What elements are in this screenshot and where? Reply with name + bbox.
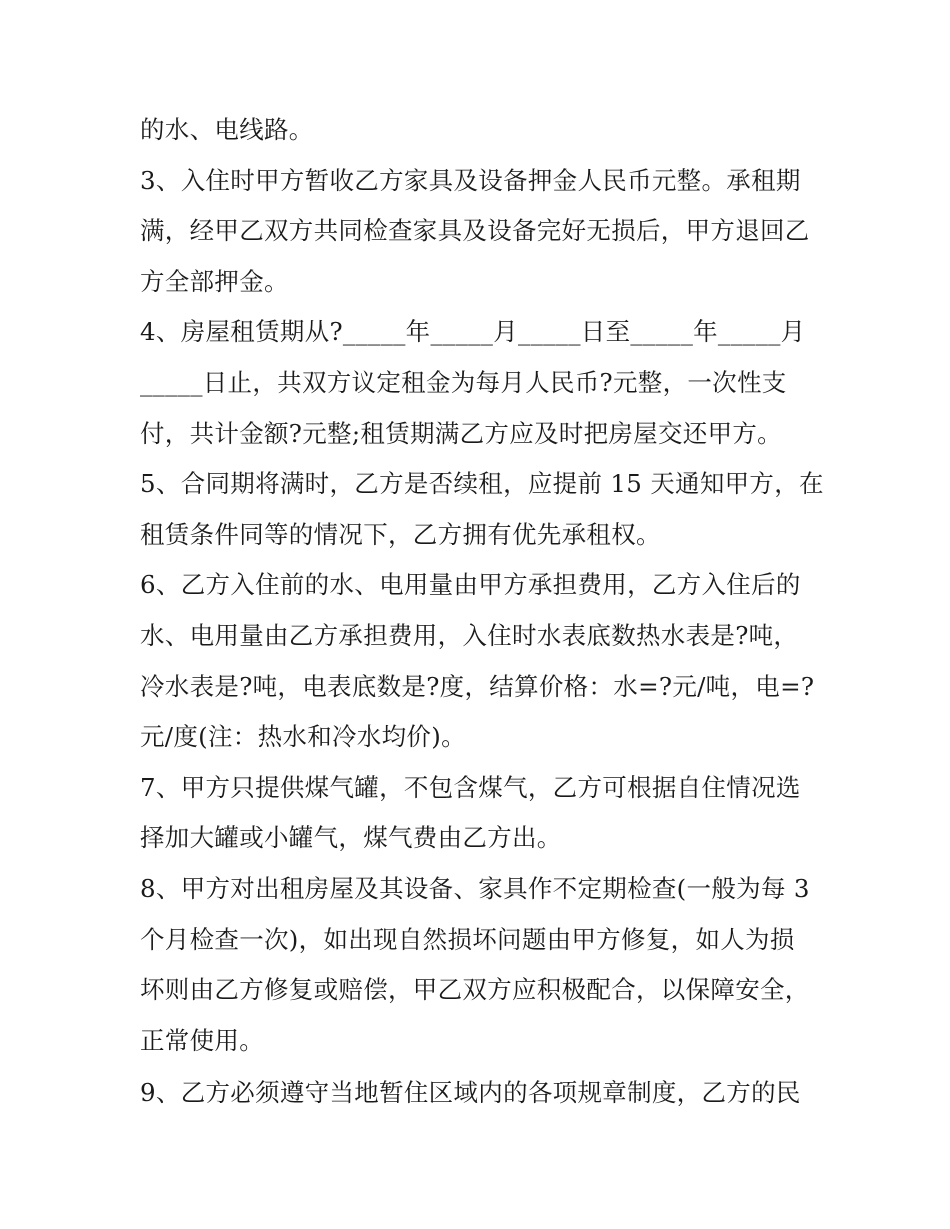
text-line: 择加大罐或小罐气，煤气费由乙方出。 <box>140 823 562 853</box>
text-line: 水、电用量由乙方承担费用，入住时水表底数热水表是?吨， <box>140 620 799 650</box>
text-line: 的水、电线路。 <box>140 115 314 144</box>
text-line: 付，共计金额?元整;租赁期满乙方应及时把房屋交还甲方。 <box>140 418 782 448</box>
clause-3-line: 3、入住时甲方暂收乙方家具及设备押金人民币元整。承租期 <box>140 165 801 195</box>
text-line: 正常使用。 <box>140 1025 264 1055</box>
text-line: 坏则由乙方修复或赔偿，甲乙双方应积极配合，以保障安全， <box>140 975 810 1005</box>
text-line: 租赁条件同等的情况下，乙方拥有优先承租权。 <box>140 519 661 549</box>
clause-9-line: 9、乙方必须遵守当地暂住区域内的各项规章制度，乙方的民 <box>140 1078 801 1108</box>
text-line: 冷水表是?吨，电表底数是?度，结算价格：水=?元/吨，电=? <box>140 671 815 701</box>
clause-8-line: 8、甲方对出租房屋及其设备、家具作不定期检查(一般为每 3 <box>140 873 810 903</box>
clause-7-line: 7、甲方只提供煤气罐，不包含煤气，乙方可根据自住情况选 <box>140 772 801 802</box>
clause-5-line: 5、合同期将满时，乙方是否续租，应提前 15 天通知甲方，在 <box>140 469 824 499</box>
clause-4-line: 4、房屋租赁期从?_____年_____月_____日至_____年_____月 <box>140 317 806 347</box>
contract-text <box>140 105 824 1119</box>
text-line: 个月检查一次)，如出现自然损坏问题由甲方修复，如人为损 <box>140 924 795 954</box>
text-line: _____日止，共双方议定租金为每月人民币?元整，一次性支 <box>140 367 787 397</box>
clause-6-line: 6、乙方入住前的水、电用量由甲方承担费用，乙方入住后的 <box>140 570 801 600</box>
text-line: 满，经甲乙双方共同检查家具及设备完好无损后，甲方退回乙 <box>140 216 810 246</box>
text-line: 元/度(注：热水和冷水均价)。 <box>140 722 466 752</box>
text-line: 方全部押金。 <box>140 266 289 296</box>
